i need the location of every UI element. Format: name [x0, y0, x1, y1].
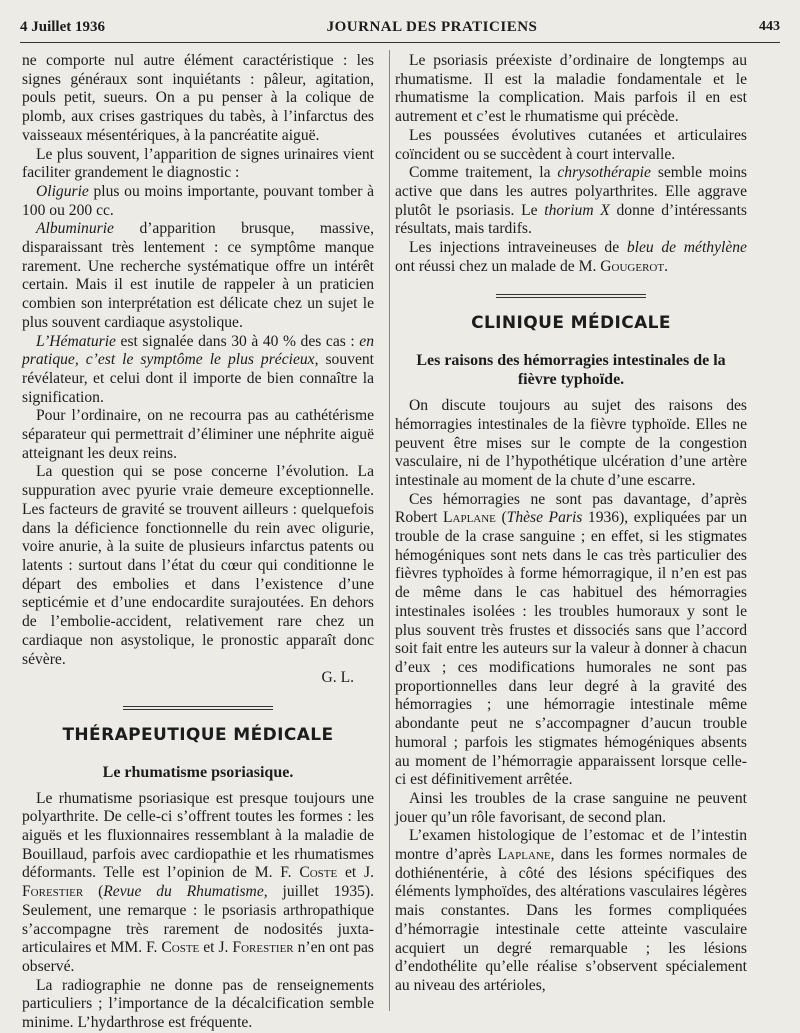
- paragraph: [22, 790, 374, 977]
- paragraph-text: (: [495, 509, 507, 527]
- section-title: THÉRAPEUTIQUE MÉDICALE: [62, 724, 334, 745]
- paragraph-text: Le rhumatisme psoriasique est presque toujours une polyarthrite. De celle-ci s’offrent toutes les formes : les aiguës et les fluxionnaires ressemblant à la maladie de Bouillaud, parfois avec cardiopathie et les rhumatismes déformants. Telle est l’opinion de M. F.: [22, 789, 374, 882]
- paragraph: Ainsi les troubles de la crase sanguine ne peuvent jouer qu’un rôle favorisant, de second plan.: [395, 789, 747, 826]
- section-divider: [123, 706, 273, 710]
- paragraph: Pour l’ordinaire, on ne recourra pas au cathétérisme séparateur qui permettrait d’éliminer une néphrite aiguë atteignant les deux reins.: [22, 407, 374, 462]
- paragraph-text: (: [83, 883, 104, 901]
- author-name: Laplane: [442, 509, 496, 527]
- emphasis-text: bleu de méthylène: [626, 239, 747, 257]
- paragraph-text: 1936), expliquées par un trouble de la crase sanguine ; en effet, si les stigmates hémogéniques sont nets dans le cas très particulier des fièvres typhoïdes à forme hémorragique, il n’en est pas de même dans le cas habituel des hémorragies intestinales isolées : les troubles humoraux y sont le plus souvent très frustes et dissociés sans que l’accord soit fait entre les auteurs sur la valeur à donner à chacun d’eux ; ces modifications humorales ne sont pas proportionnelles dans leur degré à la gravité des hémorragies ; une hémorragie intestinale même abondante peut ne s’accompagner d’aucun trouble humoral ; parfois les stigmates hémogéniques absents au moment de l’hémorragie apparaissent lorsque celle-ci est définitivement arrêtée.: [395, 509, 747, 789]
- section-divider: [496, 294, 646, 298]
- term-oligurie: Oligurie: [36, 182, 89, 200]
- paragraph: Le psoriasis préexiste d’ordinaire de longtemps au rhumatisme. Il est la maladie fondamentale et le rhumatisme la complication. Mais parfois il en est autrement et c’est le rhumatisme qui précède.: [395, 52, 747, 126]
- paragraph-text: juillet 1935). Seulement, une remarque : le psoriasis arthropathique s’accompagne très rarement de nodosités juxta-articulaires et MM. F.: [22, 883, 375, 957]
- signature-line: [22, 669, 374, 688]
- paragraph: [22, 220, 374, 332]
- emphasis-text: thorium X: [544, 201, 610, 219]
- paragraph-text: Comme traitement, la: [409, 164, 558, 182]
- author-name: Coste: [161, 939, 200, 957]
- paragraph: La radiographie ne donne pas de renseignements particuliers ; l’importance de la décalcification semble minime. L’hydarthrose est fréquente.: [22, 976, 374, 1032]
- term-hematurie: L’Hématurie: [36, 332, 116, 350]
- paragraph: Les poussées évolutives cutanées et articulaires coïncident ou se succèdent à court intervalle.: [395, 126, 747, 163]
- article-title: Le rhumatisme psoriasique.: [102, 763, 294, 781]
- paragraph-text: ont réussi chez un malade de M.: [395, 257, 601, 275]
- paragraph-text: Ces hémorragies ne sont pas davantage, d’après Robert: [395, 490, 747, 527]
- author-name: Forestier: [22, 883, 84, 901]
- header-date: 4 Juillet 1936: [20, 18, 105, 35]
- paragraph: [395, 491, 747, 790]
- journal-title: JOURNAL DES PRATICIENS: [326, 18, 538, 35]
- paragraph-text: d’apparition brusque, massive, disparaissant très lentement : ce symptôme manque rarement. Une recherche systématique offre un intérêt certain. Mais il est inutile de rappeler à un praticien combien son interprétation est délicate chez un sujet le plus souvent cardiaque asystolique.: [22, 220, 374, 331]
- paragraph: La question qui se pose concerne l’évolution. La suppuration avec pyurie vraie demeure exceptionnelle. Les facteurs de gravité se trouvent ailleurs : quelquefois dans la déficience fonctionnelle du rein avec oligurie, voire anurie, à la suite de plusieurs infarctus patents ou latents : surtout dans l’état du cœur qui conditionne le départ des embolies et dans l’existence d’une septicémie et d’une endocardite surajoutées. En dehors de l’embolie-accident, relativement rare chez un cardiaque non asystolique, le pronostic apparaît donc sévère.: [22, 463, 374, 668]
- paragraph: ne comporte nul autre élément caractéristique : les signes généraux sont inquiétants : pâleur, agitation, pouls petit, sueurs. On a pu penser à la colique de plomb, aux crises gastriques du tabès, à l’infarctus des vaisseaux mésentériques, à la pancréatite aiguë.: [22, 52, 374, 144]
- term-albuminurie: Albuminurie: [36, 220, 114, 238]
- paragraph-text: souvent révélateur, et celui dont il importe de bien connaître la signification.: [22, 351, 374, 406]
- paragraph: [395, 164, 747, 239]
- author-name: Gougerot.: [600, 257, 668, 275]
- page-number: 443: [758, 19, 780, 34]
- paragraph: [395, 827, 747, 995]
- reference-title: Revue du Rhumatisme,: [103, 883, 268, 901]
- author-name: Forestier: [232, 939, 294, 957]
- paragraph-text: et J.: [337, 864, 374, 882]
- emphasis-text: chrysothérapie: [557, 164, 651, 182]
- right-column: [395, 52, 747, 996]
- column-divider: [389, 50, 390, 1011]
- left-column: [22, 52, 374, 1033]
- paragraph: Le plus souvent, l’apparition de signes urinaires vient faciliter grandement le diagnostic :: [22, 145, 374, 182]
- header-rule: [20, 42, 780, 43]
- author-signature: G. L.: [321, 669, 354, 687]
- section-title: CLINIQUE MÉDICALE: [471, 313, 671, 334]
- paragraph-text: est signalée dans 30 à 40 % des cas :: [115, 332, 360, 350]
- paragraph-text: Les injections intraveineuses de: [409, 239, 627, 257]
- page-header: [20, 12, 780, 42]
- paragraph: [22, 183, 374, 220]
- author-name: Coste: [299, 864, 338, 882]
- paragraph: [395, 239, 747, 276]
- reference-title: Thèse Paris: [506, 509, 583, 527]
- paragraph-text: plus ou moins importante, pouvant tomber à 100 ou 200 cc.: [22, 182, 374, 219]
- paragraph: [22, 333, 374, 408]
- paragraph-text: L’examen histologique de l’estomac et de l’intestin montre d’après: [395, 827, 747, 864]
- article-title: Les raisons des hémorragies intestinales de la fièvre typhoïde.: [416, 352, 726, 389]
- emphasis-text: en pratique, c’est le symptôme le plus précieux,: [22, 332, 374, 369]
- paragraph-text: n’en ont pas observé.: [22, 939, 374, 975]
- paragraph-text: donne d’intéressants résultats, mais tardifs.: [395, 201, 747, 238]
- paragraph: On discute toujours au sujet des raisons des hémorragies intestinales de la fièvre typhoïde. Elles ne peuvent être mises sur le compte de la congestion vasculaire, ni de l’hypothétique ulcération d’une artère intestinale au moment de la chute d’une escarre.: [395, 397, 747, 489]
- paragraph-text: semble moins active que dans les autres polyarthrites. Elle aggrave plutôt le psoriasis. Le: [395, 164, 747, 219]
- author-name: Laplane: [497, 846, 551, 864]
- paragraph-text: et J.: [199, 939, 233, 957]
- paragraph-text: , dans les formes normales de dothiénentérie, à côté des lésions spécifiques des éléments lymphoïdes, des altérations vasculaires légères mais constantes. Dans les formes compliquées d’hémorragie intestinale cette atteinte vasculaire acquiert un degré remarquable ; les lésions d’endothélite qu’elle réalise s’observent spécialement au niveau des artérioles,: [395, 846, 747, 994]
